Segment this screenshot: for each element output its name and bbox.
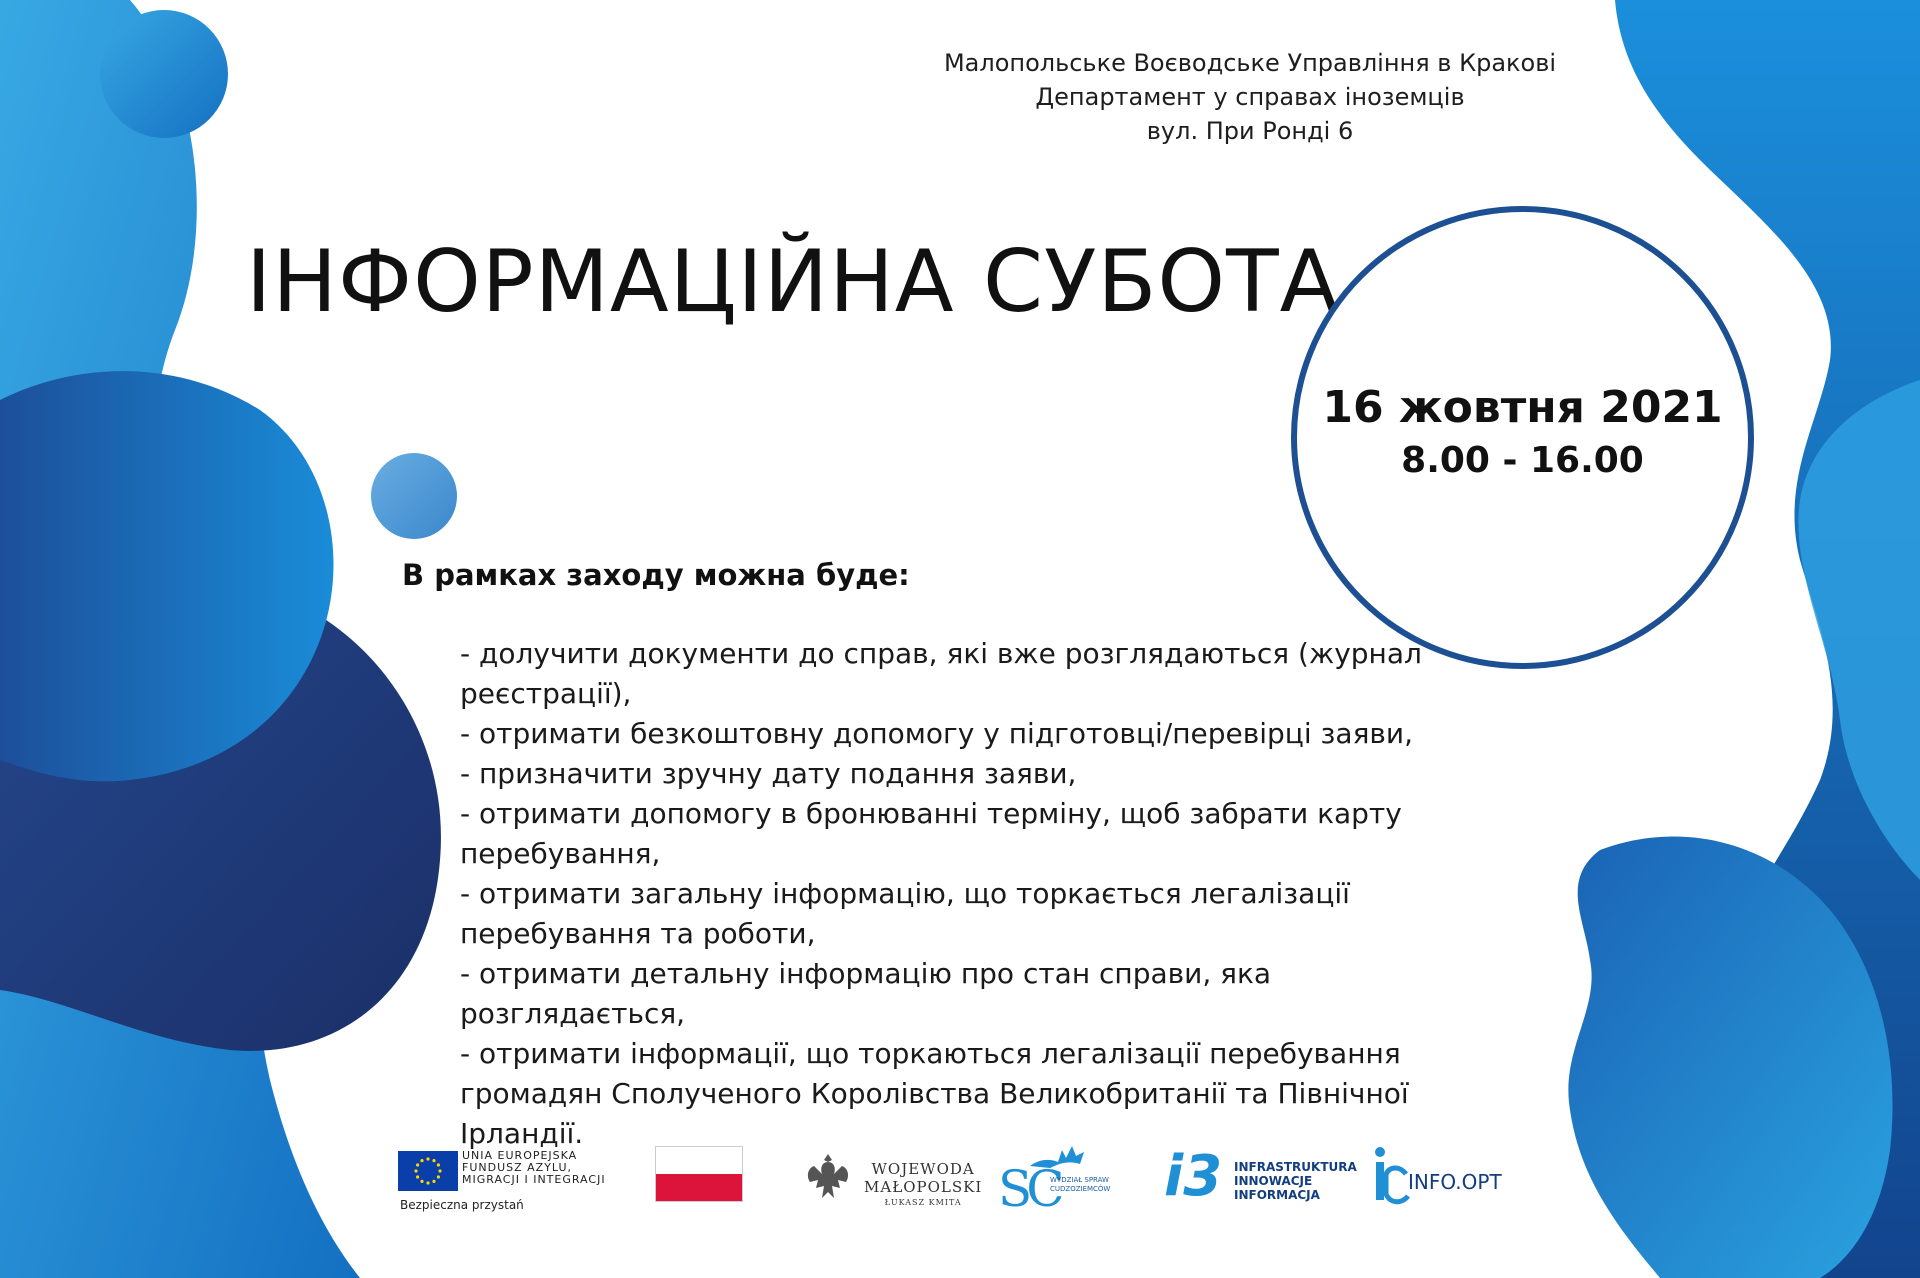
event-date: 16 жовтня 2021 bbox=[1322, 382, 1723, 433]
eu-line-1: UNIA EUROPEJSKA bbox=[462, 1149, 578, 1162]
event-time: 8.00 - 16.00 bbox=[1401, 440, 1644, 481]
eu-line-2: FUNDUSZ AZYLU, bbox=[462, 1161, 573, 1174]
i3-line-2: INNOWACJE bbox=[1234, 1174, 1313, 1188]
i3-line-1: INFRASTRUKTURA bbox=[1234, 1160, 1357, 1174]
services-list bbox=[460, 634, 1470, 1154]
list-item: - долучити документи до справ, які вже розглядаються (журнал реєстрації), bbox=[460, 637, 1422, 710]
wojewoda-logo bbox=[800, 1148, 983, 1218]
list-item: - отримати безкоштовну допомогу у підготовці/перевірці заяви, bbox=[460, 717, 1414, 750]
top-left-bubble bbox=[100, 10, 228, 138]
partner-logos bbox=[398, 1140, 1528, 1220]
sc-line-1: WYDZIAŁ SPRAW bbox=[1050, 1176, 1109, 1184]
eu-line-3: MIGRACJI I INTEGRACJI bbox=[462, 1173, 606, 1186]
date-circle bbox=[1291, 206, 1754, 669]
info-opt-logo bbox=[1370, 1140, 1520, 1220]
list-item: - отримати інформації, що торкаються легалізації перебування громадян Сполученого Королівства Великобританії та Північної Ірландії. bbox=[460, 1037, 1409, 1150]
wojewoda-text bbox=[864, 1160, 982, 1207]
eu-flag-icon bbox=[398, 1151, 458, 1191]
sc-line-2: CUDZOZIEMCÓW bbox=[1050, 1185, 1111, 1193]
info-opt-mark-icon bbox=[1370, 1144, 1410, 1228]
poland-flag-icon bbox=[655, 1146, 743, 1202]
eu-fund-subtitle: Bezpieczna przystań bbox=[400, 1198, 524, 1212]
eagle-emblem-icon bbox=[800, 1148, 856, 1208]
wojewoda-line-3: ŁUKASZ KMITA bbox=[884, 1198, 962, 1207]
department-name: Департамент у справах іноземців bbox=[1035, 83, 1465, 111]
list-item: - отримати загальну інформацію, що торкається легалізації перебування та роботи, bbox=[460, 877, 1350, 950]
header-address bbox=[900, 46, 1600, 148]
sc-text bbox=[1050, 1176, 1110, 1194]
list-item: - отримати допомогу в бронюванні терміну, щоб забрати карту перебування, bbox=[460, 797, 1402, 870]
office-name: Малопольське Воєводське Управління в Кракові bbox=[943, 49, 1557, 77]
list-item: - призначити зручну дату подання заяви, bbox=[460, 757, 1077, 790]
services-intro: В рамках заходу можна буде: bbox=[402, 558, 910, 592]
list-item: - отримати детальну інформацію про стан справи, яка розглядається, bbox=[460, 957, 1272, 1030]
i3-mark: i3 bbox=[1164, 1144, 1223, 1209]
wojewoda-line-2: MAŁOPOLSKI bbox=[864, 1178, 983, 1196]
page-title: ІНФОРМАЦІЙНА СУБОТА bbox=[246, 232, 1340, 332]
wojewoda-line-1: WOJEWODA bbox=[871, 1160, 975, 1178]
info-opt-text: INFO.OPT bbox=[1408, 1170, 1502, 1194]
street-address: вул. При Ронді 6 bbox=[1146, 117, 1354, 145]
i3-text bbox=[1234, 1160, 1357, 1202]
eu-fund-logo bbox=[398, 1140, 606, 1220]
small-bubble bbox=[371, 453, 457, 539]
i3-line-3: INFORMACJA bbox=[1234, 1188, 1320, 1202]
sc-mark: SC bbox=[998, 1160, 1059, 1218]
i3-logo bbox=[1164, 1140, 1364, 1220]
foreigners-department-logo bbox=[998, 1140, 1128, 1220]
eu-fund-text bbox=[462, 1150, 606, 1186]
